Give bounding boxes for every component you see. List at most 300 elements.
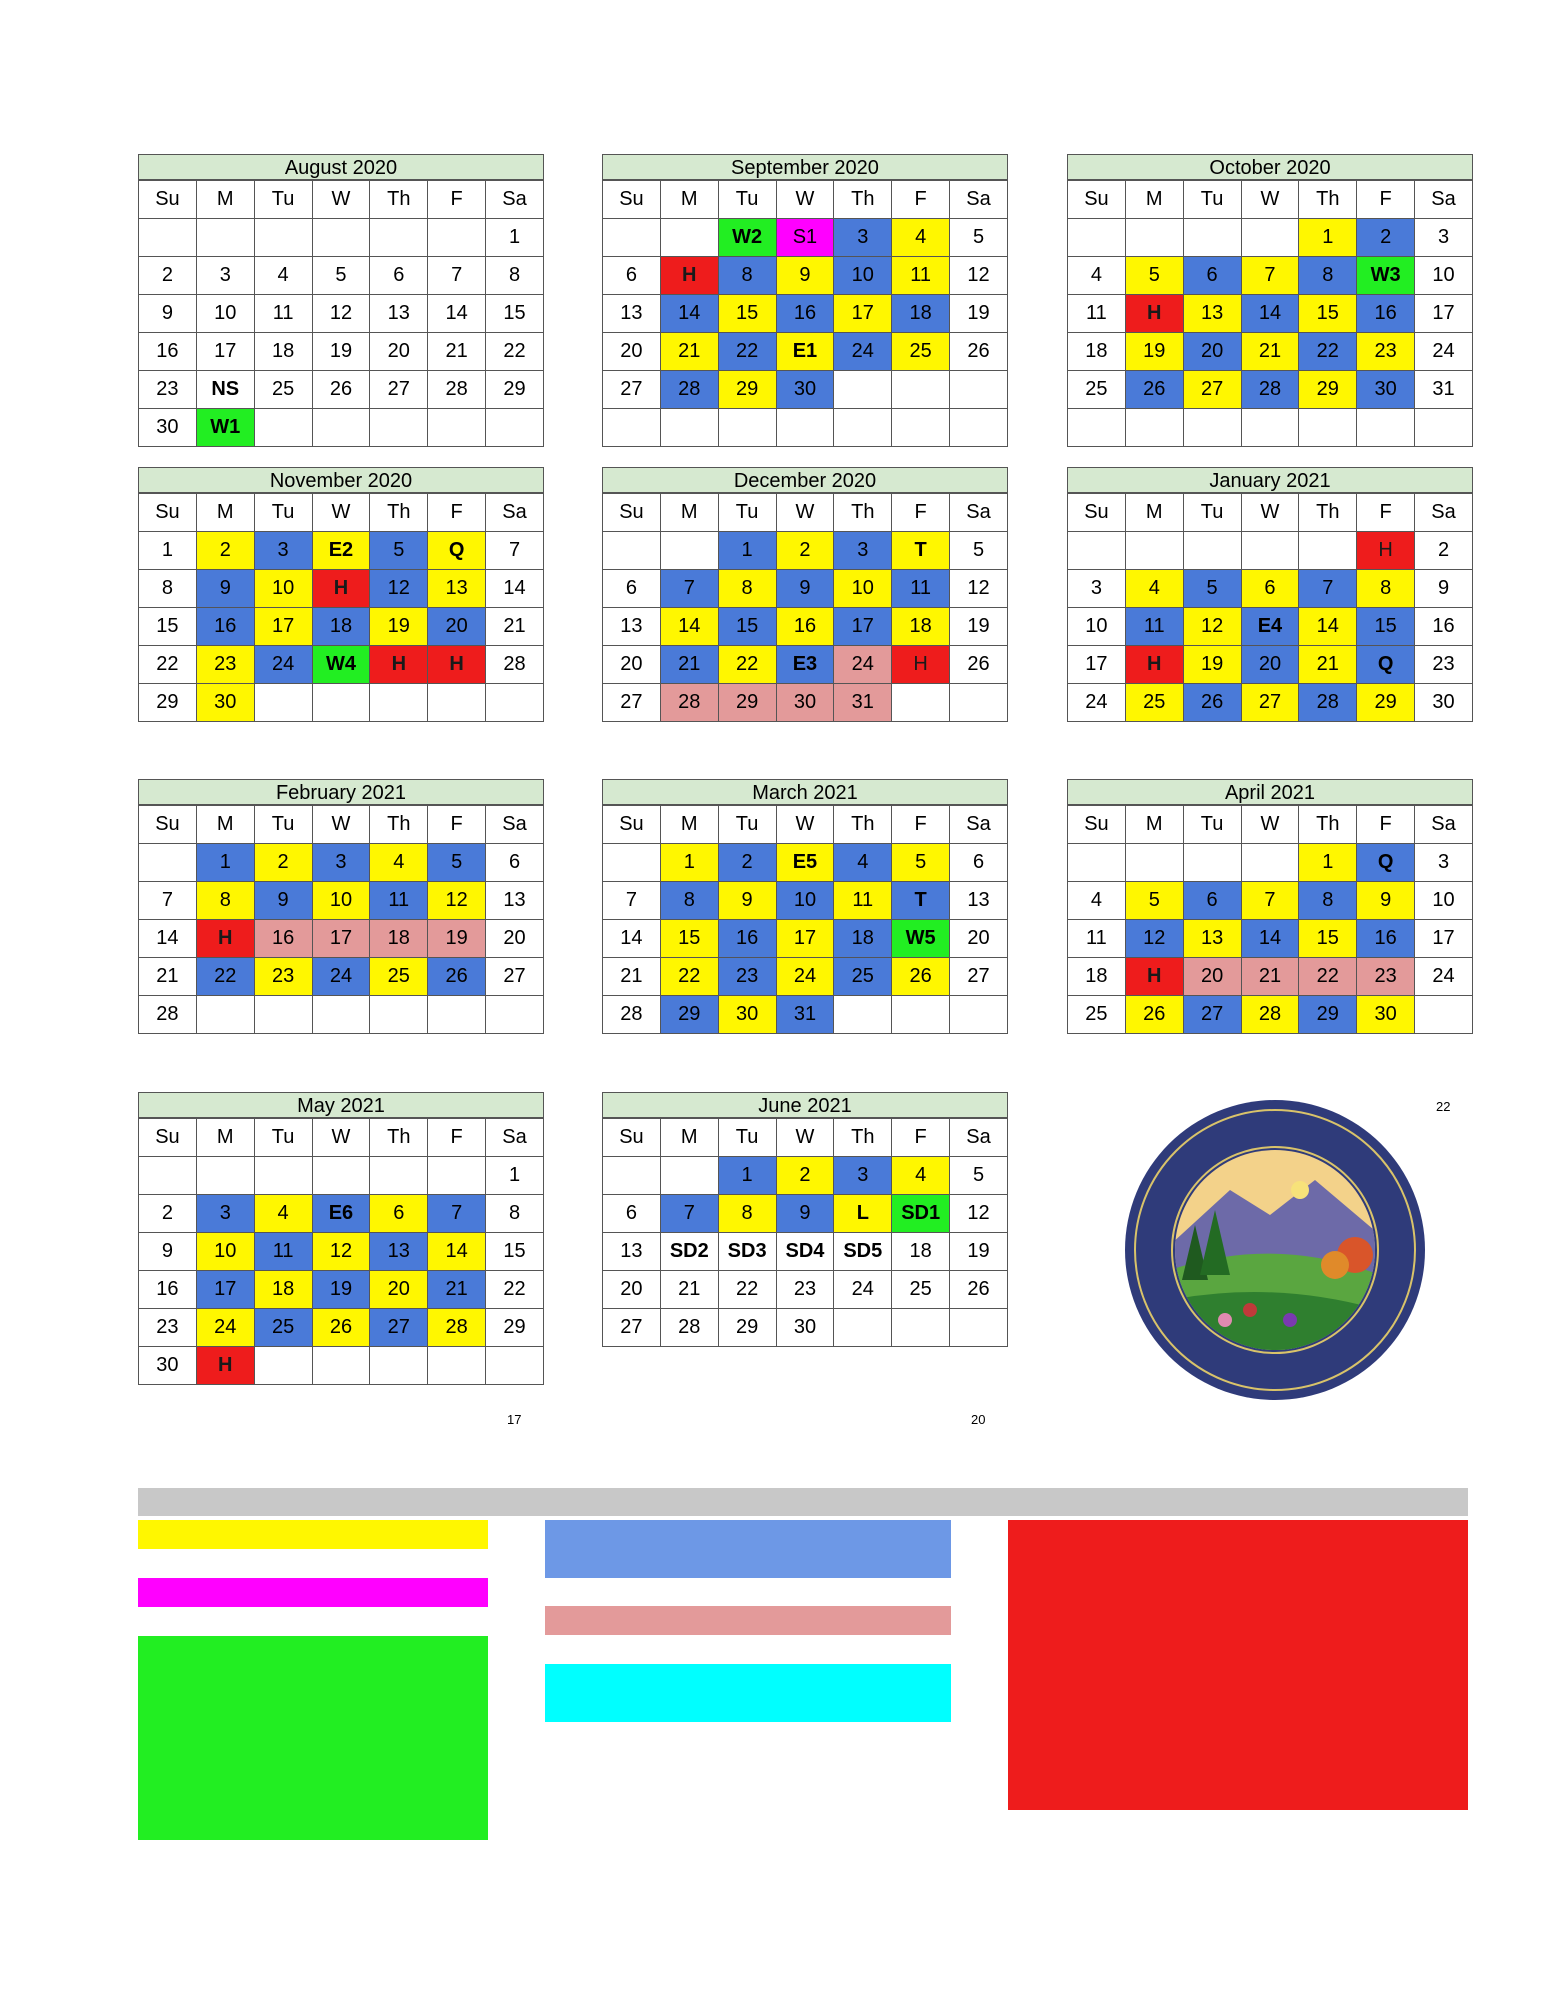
day-cell: 29	[486, 371, 544, 409]
day-cell: 31	[776, 996, 834, 1034]
day-cell: 7	[139, 882, 197, 920]
day-cell	[718, 409, 776, 447]
day-cell: 26	[1183, 684, 1241, 722]
day-cell: 5	[312, 257, 370, 295]
day-cell: 3	[196, 257, 254, 295]
weekday-header: Tu	[254, 494, 312, 532]
week-row	[139, 646, 544, 684]
day-cell: 13	[370, 1233, 428, 1271]
day-cell: 12	[950, 257, 1008, 295]
day-cell: 22	[1299, 958, 1357, 996]
day-cell: 13	[1183, 295, 1241, 333]
day-cell: 22	[139, 646, 197, 684]
month-title: November 2020	[138, 467, 544, 493]
day-cell	[603, 844, 661, 882]
day-cell: 7	[428, 257, 486, 295]
day-cell	[776, 409, 834, 447]
weekday-header: M	[660, 181, 718, 219]
day-cell: 26	[312, 1309, 370, 1347]
day-cell: 23	[196, 646, 254, 684]
day-cell	[1299, 409, 1357, 447]
day-cell: 15	[1299, 920, 1357, 958]
day-cell: 6	[1241, 570, 1299, 608]
week-row	[139, 958, 544, 996]
month-title: March 2021	[602, 779, 1008, 805]
day-cell: 2	[139, 1195, 197, 1233]
month-title: October 2020	[1067, 154, 1473, 180]
day-cell: 13	[950, 882, 1008, 920]
day-cell: 3	[254, 532, 312, 570]
day-cell	[312, 1347, 370, 1385]
day-cell	[254, 409, 312, 447]
weekday-header: W	[1241, 181, 1299, 219]
day-cell: 2	[254, 844, 312, 882]
day-cell: 5	[1183, 570, 1241, 608]
day-cell: 5	[370, 532, 428, 570]
month-calendar	[1067, 467, 1473, 722]
weekday-header: Th	[370, 181, 428, 219]
day-cell	[1183, 532, 1241, 570]
day-cell: 25	[1068, 996, 1126, 1034]
day-cell: 23	[1415, 646, 1473, 684]
day-cell	[1241, 532, 1299, 570]
day-cell: 31	[834, 684, 892, 722]
day-cell: 12	[428, 882, 486, 920]
day-cell: W5	[892, 920, 950, 958]
week-row	[603, 844, 1008, 882]
month-title: September 2020	[602, 154, 1008, 180]
day-cell: 30	[776, 684, 834, 722]
day-cell: 27	[1183, 996, 1241, 1034]
day-cell: 4	[892, 1157, 950, 1195]
day-cell: 21	[1241, 333, 1299, 371]
day-cell: 12	[950, 570, 1008, 608]
day-cell: 27	[603, 371, 661, 409]
week-row	[1068, 684, 1473, 722]
day-cell: 14	[486, 570, 544, 608]
day-cell	[950, 1309, 1008, 1347]
day-cell: 4	[1068, 882, 1126, 920]
day-cell: 18	[254, 333, 312, 371]
day-cell	[139, 844, 197, 882]
week-row	[603, 996, 1008, 1034]
day-cell: 11	[892, 257, 950, 295]
day-cell: 23	[1357, 333, 1415, 371]
day-cell: 5	[950, 1157, 1008, 1195]
day-cell	[1068, 844, 1126, 882]
day-cell: 5	[950, 532, 1008, 570]
day-cell	[1068, 219, 1126, 257]
day-cell	[196, 1157, 254, 1195]
day-cell: 10	[1415, 882, 1473, 920]
day-cell: 7	[1241, 257, 1299, 295]
day-cell: 8	[486, 257, 544, 295]
day-cell: 25	[254, 371, 312, 409]
weekday-header: M	[196, 181, 254, 219]
day-cell: H	[660, 257, 718, 295]
day-cell: 8	[718, 1195, 776, 1233]
day-cell	[892, 996, 950, 1034]
day-cell: 6	[603, 570, 661, 608]
week-row	[1068, 570, 1473, 608]
day-cell: 30	[776, 1309, 834, 1347]
day-cell: 13	[603, 295, 661, 333]
week-row	[139, 1157, 544, 1195]
weekday-header: W	[312, 806, 370, 844]
day-cell	[603, 532, 661, 570]
day-cell: 25	[834, 958, 892, 996]
day-cell: SD4	[776, 1233, 834, 1271]
day-cell: 22	[718, 333, 776, 371]
day-cell: 16	[776, 295, 834, 333]
weekday-header: Th	[834, 181, 892, 219]
day-cell: 13	[486, 882, 544, 920]
day-cell: 23	[718, 958, 776, 996]
day-cell: 2	[718, 844, 776, 882]
day-cell: 9	[776, 1195, 834, 1233]
code-ns	[138, 1520, 488, 1549]
day-cell: H	[892, 646, 950, 684]
day-cell: 10	[1068, 608, 1126, 646]
day-cell: 1	[139, 532, 197, 570]
day-cell: 1	[660, 844, 718, 882]
day-cell	[950, 409, 1008, 447]
weekday-header: F	[892, 181, 950, 219]
day-cell: 8	[1299, 882, 1357, 920]
day-cell: 19	[950, 1233, 1008, 1271]
weekday-header: Th	[370, 494, 428, 532]
week-row	[1068, 333, 1473, 371]
day-cell: 15	[718, 295, 776, 333]
day-cell	[139, 219, 197, 257]
day-cell: 14	[1299, 608, 1357, 646]
day-cell	[370, 996, 428, 1034]
day-cell: 26	[950, 646, 1008, 684]
day-cell: 26	[1125, 996, 1183, 1034]
day-cell: 4	[1125, 570, 1183, 608]
day-cell: 10	[312, 882, 370, 920]
day-cell: 21	[660, 333, 718, 371]
day-cell: 1	[196, 844, 254, 882]
day-cell	[950, 684, 1008, 722]
day-cell: 8	[1357, 570, 1415, 608]
day-cell: 5	[428, 844, 486, 882]
week-row	[603, 1309, 1008, 1347]
day-cell: 6	[1183, 257, 1241, 295]
day-cell: 8	[139, 570, 197, 608]
day-cell: 29	[718, 684, 776, 722]
day-cell: 28	[486, 646, 544, 684]
day-cell: 1	[718, 532, 776, 570]
month-title: June 2021	[602, 1092, 1008, 1118]
weekday-header: Tu	[718, 494, 776, 532]
day-cell: 29	[1299, 371, 1357, 409]
month-title: January 2021	[1067, 467, 1473, 493]
day-cell: 3	[312, 844, 370, 882]
day-cell: 17	[1415, 920, 1473, 958]
month-calendar	[602, 154, 1008, 447]
day-cell	[312, 996, 370, 1034]
day-cell	[254, 1347, 312, 1385]
weekday-header: F	[1357, 181, 1415, 219]
day-cell	[950, 996, 1008, 1034]
day-cell: 29	[1299, 996, 1357, 1034]
day-cell: 8	[718, 570, 776, 608]
day-cell: 18	[1068, 333, 1126, 371]
day-cell: 10	[1415, 257, 1473, 295]
weekday-header: W	[1241, 806, 1299, 844]
weekday-header: M	[1125, 181, 1183, 219]
day-cell: 3	[834, 1157, 892, 1195]
weekday-header: Sa	[1415, 181, 1473, 219]
month-calendar	[138, 154, 544, 447]
weekday-header: Tu	[718, 806, 776, 844]
day-cell: 20	[1183, 958, 1241, 996]
day-cell: 2	[1357, 219, 1415, 257]
day-cell: 17	[196, 1271, 254, 1309]
day-cell: H	[428, 646, 486, 684]
month-calendar	[1067, 779, 1473, 1034]
weekday-header: Tu	[1183, 806, 1241, 844]
weekday-header: Su	[139, 494, 197, 532]
day-cell: 11	[370, 882, 428, 920]
weekday-header: Th	[834, 494, 892, 532]
day-cell: 17	[312, 920, 370, 958]
day-cell: SD3	[718, 1233, 776, 1271]
weekday-header: Sa	[486, 181, 544, 219]
day-cell: H	[196, 920, 254, 958]
week-row	[139, 570, 544, 608]
day-cell	[892, 409, 950, 447]
weekday-header: M	[1125, 806, 1183, 844]
day-cell: 28	[428, 1309, 486, 1347]
day-cell	[370, 219, 428, 257]
day-cell: 20	[603, 333, 661, 371]
weekday-header: W	[776, 494, 834, 532]
day-cell	[1125, 844, 1183, 882]
day-cell: 18	[892, 295, 950, 333]
week-row	[603, 1195, 1008, 1233]
weekday-header: F	[1357, 494, 1415, 532]
week-row	[603, 532, 1008, 570]
day-cell: L	[834, 1195, 892, 1233]
weekday-header: W	[312, 181, 370, 219]
weekday-header: Sa	[950, 181, 1008, 219]
day-cell: 29	[718, 371, 776, 409]
day-cell: 29	[139, 684, 197, 722]
week-row	[139, 1271, 544, 1309]
day-cell	[660, 1157, 718, 1195]
day-cell	[254, 684, 312, 722]
day-cell	[660, 219, 718, 257]
day-cell: 13	[1183, 920, 1241, 958]
day-cell: 30	[1357, 371, 1415, 409]
day-cell: E5	[776, 844, 834, 882]
day-cell: 23	[139, 371, 197, 409]
day-cell: 18	[892, 1233, 950, 1271]
day-cell: SD2	[660, 1233, 718, 1271]
day-cell	[1299, 532, 1357, 570]
day-cell: 18	[892, 608, 950, 646]
day-cell: 15	[486, 1233, 544, 1271]
day-cell: 9	[139, 295, 197, 333]
day-cell: 14	[1241, 920, 1299, 958]
weekday-header: F	[428, 806, 486, 844]
day-cell: 16	[139, 1271, 197, 1309]
day-cell: 25	[1068, 371, 1126, 409]
week-row	[1068, 646, 1473, 684]
day-cell: 4	[254, 257, 312, 295]
weekday-header: F	[428, 1119, 486, 1157]
day-cell: 12	[1125, 920, 1183, 958]
weekday-header: Sa	[950, 494, 1008, 532]
day-cell: 3	[1415, 219, 1473, 257]
day-cell: 1	[1299, 219, 1357, 257]
week-row	[139, 532, 544, 570]
day-cell: 9	[254, 882, 312, 920]
day-cell: 8	[1299, 257, 1357, 295]
day-cell: 6	[603, 1195, 661, 1233]
weekday-header: M	[196, 806, 254, 844]
day-cell: W1	[196, 409, 254, 447]
weekday-header: W	[776, 181, 834, 219]
day-cell: 27	[1241, 684, 1299, 722]
weekday-header: W	[776, 806, 834, 844]
week-row	[139, 219, 544, 257]
day-cell: 10	[776, 882, 834, 920]
day-cell: 1	[486, 219, 544, 257]
day-cell: 7	[428, 1195, 486, 1233]
weekday-header: Su	[139, 1119, 197, 1157]
day-cell: 25	[370, 958, 428, 996]
day-cell: 28	[1299, 684, 1357, 722]
day-cell: 20	[603, 646, 661, 684]
day-cell: 8	[486, 1195, 544, 1233]
day-cell: 24	[1415, 333, 1473, 371]
day-cell: 14	[603, 920, 661, 958]
day-cell	[834, 1309, 892, 1347]
day-cell	[196, 996, 254, 1034]
weekday-header: Su	[1068, 806, 1126, 844]
day-cell: 9	[139, 1233, 197, 1271]
day-cell: 30	[1415, 684, 1473, 722]
week-row	[603, 920, 1008, 958]
day-cell: 22	[486, 1271, 544, 1309]
day-cell: T	[892, 532, 950, 570]
day-cell: 18	[1068, 958, 1126, 996]
day-cell: 23	[139, 1309, 197, 1347]
weekday-header: Sa	[486, 494, 544, 532]
week-row	[1068, 996, 1473, 1034]
weekday-header: Tu	[1183, 181, 1241, 219]
day-cell: E3	[776, 646, 834, 684]
day-cell	[1125, 409, 1183, 447]
weekday-header: Sa	[486, 806, 544, 844]
day-cell: 28	[660, 1309, 718, 1347]
week-row	[139, 920, 544, 958]
day-cell: 7	[1299, 570, 1357, 608]
day-cell: 16	[254, 920, 312, 958]
day-cell	[370, 1157, 428, 1195]
day-cell: 27	[486, 958, 544, 996]
day-cell: 25	[892, 333, 950, 371]
month-title: February 2021	[138, 779, 544, 805]
day-cell: 5	[1125, 882, 1183, 920]
day-cell: H	[1125, 958, 1183, 996]
day-cell: 9	[1415, 570, 1473, 608]
school-logo	[1120, 1095, 1430, 1405]
week-row	[139, 409, 544, 447]
week-row	[1068, 409, 1473, 447]
day-cell: 14	[1241, 295, 1299, 333]
day-cell: H	[312, 570, 370, 608]
day-cell: 14	[428, 1233, 486, 1271]
day-cell: Q	[1357, 646, 1415, 684]
weekday-header: Tu	[718, 1119, 776, 1157]
day-cell	[834, 996, 892, 1034]
weekday-header: Tu	[254, 1119, 312, 1157]
weekday-header: M	[1125, 494, 1183, 532]
day-cell: 17	[1415, 295, 1473, 333]
day-count: 20	[971, 1412, 986, 1427]
day-cell: 19	[1125, 333, 1183, 371]
day-cell	[428, 409, 486, 447]
day-cell: 16	[1357, 295, 1415, 333]
day-cell: T	[892, 882, 950, 920]
day-cell: 6	[370, 257, 428, 295]
day-cell: 14	[660, 608, 718, 646]
week-row	[139, 1309, 544, 1347]
month-calendar	[138, 779, 544, 1034]
day-cell: H	[1125, 295, 1183, 333]
weekday-header: M	[660, 1119, 718, 1157]
day-cell	[1068, 532, 1126, 570]
weekday-header: Tu	[718, 181, 776, 219]
day-cell: 1	[1299, 844, 1357, 882]
day-cell: 27	[603, 1309, 661, 1347]
week-row	[139, 333, 544, 371]
week-row	[603, 219, 1008, 257]
weekday-header: Tu	[1183, 494, 1241, 532]
day-cell: 28	[660, 371, 718, 409]
day-cell: H	[1357, 532, 1415, 570]
day-cell: 18	[370, 920, 428, 958]
day-cell: 19	[312, 1271, 370, 1309]
week-row	[603, 409, 1008, 447]
day-cell: SD5	[834, 1233, 892, 1271]
week-row	[139, 371, 544, 409]
day-cell	[892, 1309, 950, 1347]
day-cell: 9	[718, 882, 776, 920]
weekday-header: M	[660, 806, 718, 844]
week-row	[603, 570, 1008, 608]
day-cell: E6	[312, 1195, 370, 1233]
day-cell	[254, 219, 312, 257]
day-cell: 15	[1357, 608, 1415, 646]
day-cell: 19	[312, 333, 370, 371]
day-cell: 3	[1068, 570, 1126, 608]
weekday-header: Su	[603, 494, 661, 532]
day-cell: 4	[834, 844, 892, 882]
day-cell: 24	[1415, 958, 1473, 996]
week-row	[139, 1347, 544, 1385]
day-cell: 10	[834, 257, 892, 295]
day-cell	[892, 371, 950, 409]
day-cell	[660, 532, 718, 570]
day-cell: 8	[196, 882, 254, 920]
week-row	[603, 608, 1008, 646]
week-row	[603, 371, 1008, 409]
